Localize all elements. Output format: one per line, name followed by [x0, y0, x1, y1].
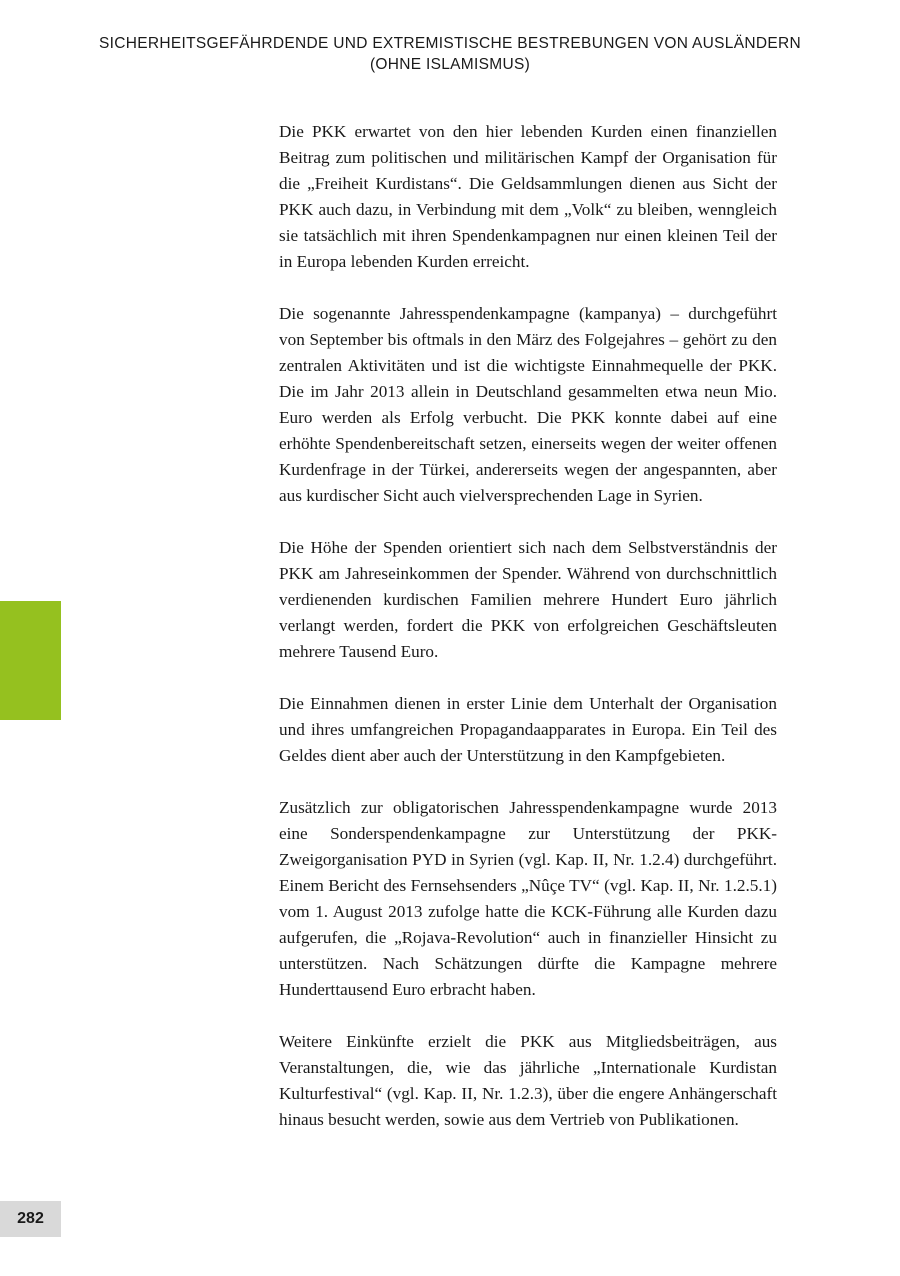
paragraph-donation-amount: Die Höhe der Spenden orientiert sich nach dem Selbstverständnis der PKK am Jahreseinkommen der Spender. Während von durchschnittlich verdienenden kurdischen Familien mehrere Hundert Euro jährlich verlangt werden, fordert die PKK von erfolgreichen Geschäftsleuten mehrere Tausend Euro. [279, 538, 777, 661]
paragraph-further-income: Weitere Einkünfte erzielt die PKK aus Mitgliedsbeiträgen, aus Veranstaltungen, die, wie das jährliche „Internationale Kurdistan Kulturfestival“ (vgl. Kap. II, Nr. 1.2.3), über die engere Anhängerschaft hinaus besucht werden, sowie aus dem Vertrieb von Publikationen. [279, 1032, 777, 1129]
running-header-line-1: SICHERHEITSGEFÄHRDENDE UND EXTREMISTISCHE BESTREBUNGEN VON AUSLÄNDERN [99, 35, 801, 52]
paragraph-financial-contribution: Die PKK erwartet von den hier lebenden Kurden einen finanziellen Beitrag zum politischen und militärischen Kampf der Organisation für die „Freiheit Kurdistans“. Die Geldsammlungen dienen aus Sicht der PKK auch dazu, in Verbindung mit dem „Volk“ zu bleiben, wenngleich sie tatsächlich mit ihren Spendenkampagnen nur einen kleinen Teil der in Europa lebenden Kurden erreicht. [279, 122, 777, 271]
page-number-box [0, 1201, 61, 1237]
running-header-line-2: (OHNE ISLAMISMUS) [369, 56, 531, 73]
body-text [279, 119, 777, 1159]
paragraph-special-campaign: Zusätzlich zur obligatorischen Jahresspendenkampagne wurde 2013 eine Sonderspendenkampagne zur Unterstützung der PKK-Zweigorganisation PYD in Syrien (vgl. Kap. II, Nr. 1.2.4) durchgeführt. Einem Bericht des Fernsehsenders „Nûçe TV“ (vgl. Kap. II, Nr. 1.2.5.1) vom 1. August 2013 zufolge hatte die KCK-Führung alle Kurden dazu aufgerufen, die „Rojava-Revolution“ auch in finanzieller Hinsicht zu unterstützen. Nach Schätzungen dürfte die Kampagne mehrere Hunderttausend Euro erbracht haben. [279, 798, 777, 999]
page-number: 282 [17, 1210, 44, 1227]
paragraph-annual-campaign: Die sogenannte Jahresspendenkampagne (kampanya) – durchgeführt von September bis oftmals in den März des Folgejahres – gehört zu den zentralen Aktivitäten und ist die wichtigste Einnahmequelle der PKK. Die im Jahr 2013 allein in Deutschland gesammelten etwa neun Mio. Euro werden als Erfolg verbucht. Die PKK konnte dabei auf eine erhöhte Spendenbereitschaft setzen, einerseits wegen der weiter offenen Kurdenfrage in der Türkei, andererseits wegen der angespannten, aber aus kurdischer Sicht auch vielversprechenden Lage in Syrien. [279, 304, 777, 505]
section-color-tab [0, 601, 61, 720]
running-header [0, 33, 900, 75]
paragraph-revenue-use: Die Einnahmen dienen in erster Linie dem Unterhalt der Organisation und ihres umfangreichen Propagandaapparates in Europa. Ein Teil des Geldes dient aber auch der Unterstützung in den Kampfgebieten. [279, 694, 777, 765]
